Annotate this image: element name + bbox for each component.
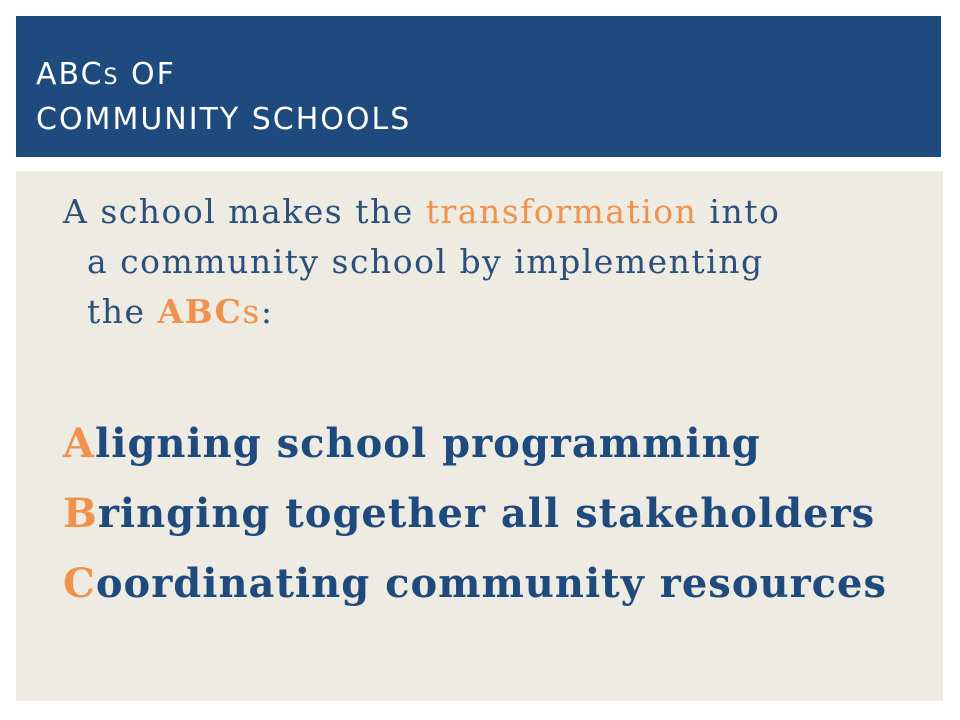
abc-letter-a: A — [63, 420, 96, 467]
slide-header — [16, 16, 941, 157]
abc-letter-c: C — [63, 560, 96, 607]
intro-abc-s: s — [242, 292, 261, 331]
intro-paragraph — [63, 187, 913, 337]
title-of: OF — [119, 57, 176, 92]
abc-list — [63, 409, 923, 619]
title-abc: ABC — [36, 57, 104, 92]
abc-letter-b: B — [63, 490, 98, 537]
slide-title — [36, 54, 411, 141]
intro-text-3: the — [87, 292, 158, 331]
intro-abc-bold: ABC — [157, 292, 243, 331]
intro-colon: : — [260, 292, 274, 331]
title-line2: COMMUNITY SCHOOLS — [36, 102, 412, 137]
slide-body — [16, 171, 943, 701]
intro-line-3 — [63, 287, 913, 337]
abc-text-c: oordinating community resources — [95, 560, 887, 607]
abc-item-b — [63, 479, 923, 549]
intro-text-2: into — [697, 192, 781, 231]
abc-text-a: ligning school programming — [95, 420, 761, 467]
abc-text-b: ringing together all stakeholders — [97, 490, 876, 537]
intro-highlight: transformation — [425, 192, 698, 231]
abc-item-a — [63, 409, 923, 479]
intro-line-2: a community school by implementing — [87, 242, 764, 281]
title-abc-s: S — [103, 65, 120, 90]
intro-text-1: A school makes the — [63, 192, 426, 231]
abc-item-c — [63, 549, 923, 619]
intro-line-1 — [63, 187, 913, 237]
